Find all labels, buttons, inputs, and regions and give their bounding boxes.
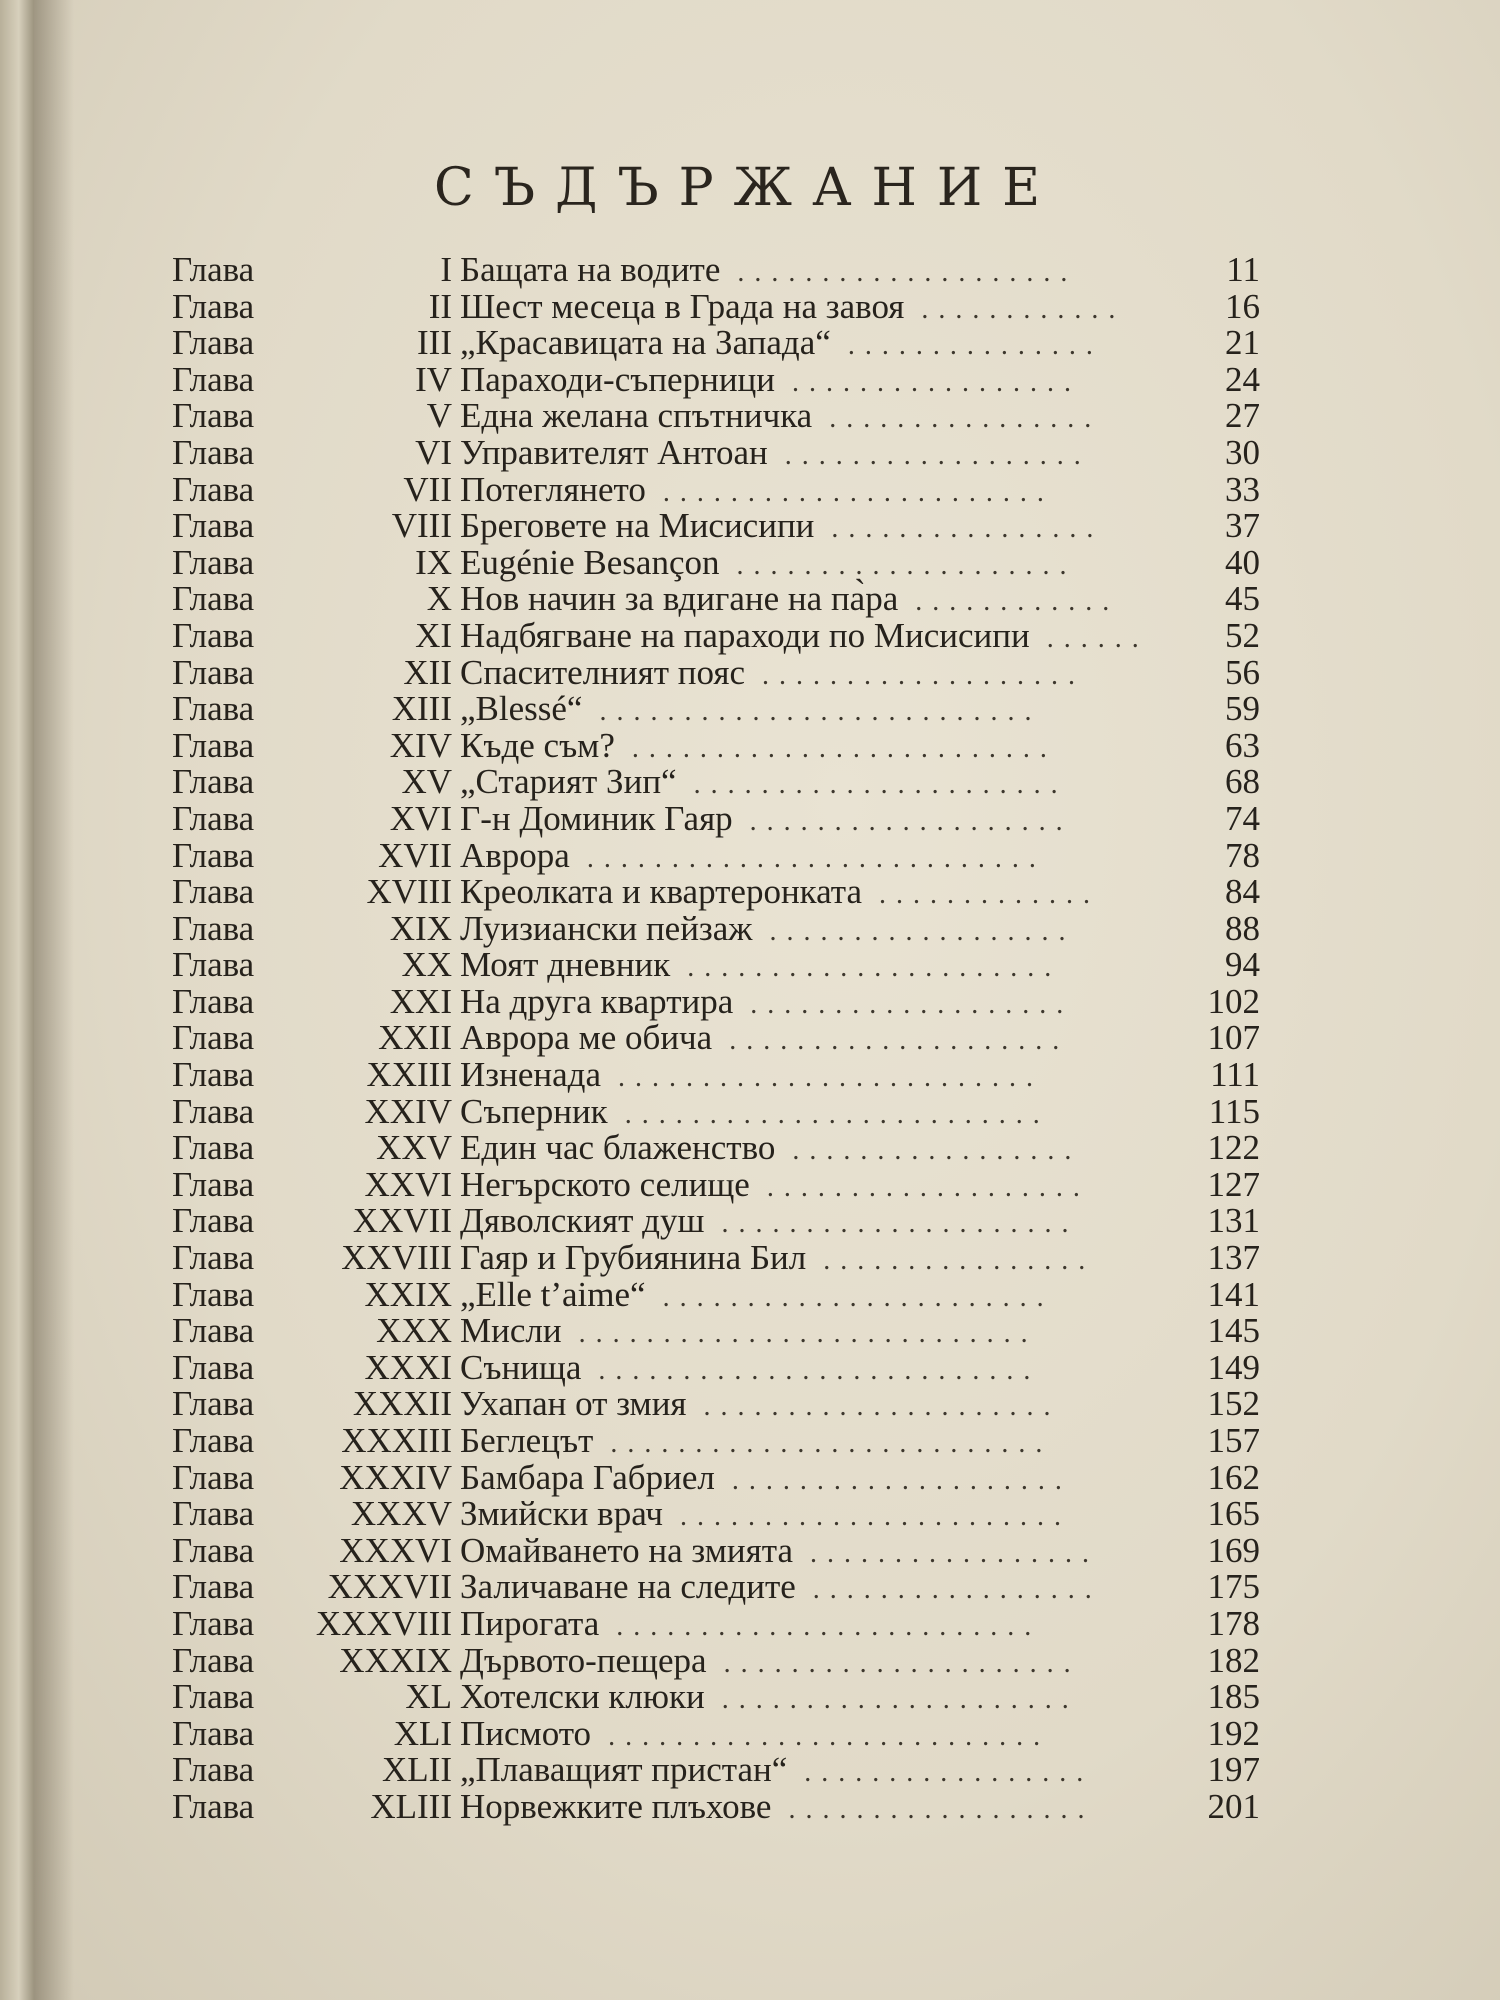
chapter-number: XL — [405, 1677, 452, 1717]
chapter-title-text: Управителят Антоан — [460, 432, 768, 472]
chapter-title-text: Къде съм? — [460, 725, 615, 765]
chapter-title-text: Потеглянето — [460, 469, 646, 509]
chapter-title-text: Съперник — [460, 1091, 608, 1131]
toc-entry — [0, 1603, 1500, 1643]
chapter-label: Глава — [172, 1786, 255, 1826]
leader-dots: .................... — [720, 257, 1078, 288]
chapter-title-text: Една желана спътничка — [460, 396, 813, 436]
chapter-label: Глава — [172, 1713, 255, 1753]
chapter-label: Глава — [172, 1384, 255, 1424]
page-number: 197 — [1207, 1750, 1260, 1790]
chapter-title — [460, 1786, 1095, 1829]
leader-dots: ..................... — [706, 1647, 1081, 1679]
page-number: 30 — [1225, 432, 1260, 472]
toc-entry — [0, 764, 1500, 801]
toc-entry — [0, 1752, 1500, 1789]
leader-dots: ................ — [806, 1245, 1096, 1277]
toc-entry — [0, 1347, 1500, 1387]
toc-entry — [0, 1274, 1500, 1314]
toc-entry — [0, 725, 1500, 765]
page-number: 68 — [1225, 762, 1260, 802]
chapter-title-text: Ухапан от змия — [460, 1384, 687, 1424]
chapter-number: XXII — [378, 1018, 452, 1058]
chapter-label: Глава — [172, 432, 255, 472]
toc-entry — [0, 1313, 1500, 1350]
chapter-label: Глава — [172, 250, 255, 289]
chapter-title-text: Нов начин за вдигане на па̀ра — [460, 579, 899, 619]
page-number: 175 — [1207, 1567, 1260, 1607]
page-number: 169 — [1207, 1530, 1260, 1570]
chapter-label: Глава — [172, 1274, 255, 1314]
chapter-title-text: Змийски врач — [460, 1494, 663, 1534]
page-number: 149 — [1207, 1347, 1260, 1387]
chapter-number: XIX — [389, 908, 452, 948]
leader-dots: ............. — [862, 879, 1101, 911]
page-number: 157 — [1207, 1421, 1260, 1460]
page-number: 74 — [1225, 798, 1260, 838]
chapter-number: XVII — [378, 835, 452, 875]
leader-dots: .................. — [767, 439, 1091, 471]
chapter-number: XLIII — [370, 1786, 452, 1826]
chapter-label: Глава — [172, 286, 255, 326]
page-number: 11 — [1226, 250, 1260, 289]
chapter-number: XXIII — [366, 1055, 452, 1095]
chapter-label: Глава — [172, 945, 255, 985]
chapter-number: XIV — [389, 725, 452, 765]
page-number: 52 — [1225, 615, 1260, 655]
leader-dots: .......................... — [581, 1354, 1041, 1386]
chapter-label: Глава — [172, 359, 255, 399]
chapter-title-text: Дяволският душ — [460, 1201, 705, 1241]
chapter-title-text: Омайването на змията — [460, 1530, 793, 1570]
leader-dots: ...... — [1029, 622, 1149, 654]
chapter-number: XX — [401, 945, 452, 985]
chapter-title-text: Сънища — [460, 1347, 582, 1387]
chapter-title-text: „Плаващият пристан“ — [460, 1750, 788, 1790]
page-number: 21 — [1225, 323, 1260, 363]
toc-entry — [0, 1020, 1500, 1057]
leader-dots: ..................... — [686, 1391, 1061, 1423]
toc-entry — [0, 398, 1500, 435]
chapter-label: Глава — [172, 1603, 255, 1643]
toc-entry — [0, 432, 1500, 472]
page-number: 111 — [1210, 1055, 1260, 1095]
chapter-label: Глава — [172, 1567, 255, 1607]
chapter-title-text: Норвежките плъхове — [460, 1786, 772, 1826]
page-number: 102 — [1207, 981, 1260, 1021]
chapter-label: Глава — [172, 835, 255, 875]
chapter-title-text: Бреговете на Мисисипи — [460, 506, 815, 546]
leader-dots: ........................... — [569, 842, 1046, 874]
chapter-label: Глава — [172, 396, 255, 436]
toc-entry — [0, 469, 1500, 509]
chapter-number: XXI — [389, 981, 452, 1021]
chapter-number: XXXII — [352, 1384, 452, 1424]
toc-entry — [0, 947, 1500, 984]
leader-dots: ................ — [812, 403, 1102, 435]
chapter-title-text: Параходи-съперници — [460, 359, 776, 399]
page-number: 27 — [1225, 396, 1260, 436]
page-number: 84 — [1225, 872, 1260, 912]
chapter-title-text: Мисли — [460, 1311, 562, 1351]
chapter-title-text: Беглецът — [460, 1421, 594, 1460]
chapter-number: XXXVI — [339, 1530, 452, 1570]
chapter-number: IX — [415, 542, 452, 582]
chapter-title-text: Надбягване на параходи по Мисисипи — [460, 615, 1030, 655]
page-number: 45 — [1225, 579, 1260, 619]
chapter-label: Глава — [172, 615, 255, 655]
chapter-label: Глава — [172, 762, 255, 802]
chapter-label: Глава — [172, 1750, 255, 1790]
leader-dots: ......................... — [614, 732, 1057, 764]
chapter-label: Глава — [172, 872, 255, 912]
toc-entry — [0, 1240, 1500, 1277]
chapter-number: XXXVIII — [315, 1603, 452, 1643]
page-number: 182 — [1207, 1640, 1260, 1680]
leader-dots: ....................... — [645, 476, 1054, 508]
chapter-title-text: Моят дневник — [460, 945, 671, 985]
leader-dots: ............... — [830, 330, 1103, 362]
chapter-number: XXXIII — [341, 1421, 452, 1460]
leader-dots: .......................... — [593, 1428, 1053, 1459]
page-number: 33 — [1225, 469, 1260, 509]
chapter-number: X — [426, 579, 452, 619]
chapter-number: I — [440, 250, 452, 289]
toc-entry — [0, 1530, 1500, 1570]
chapter-label: Глава — [172, 1530, 255, 1570]
page-number: 201 — [1207, 1786, 1260, 1826]
chapter-label: Глава — [172, 1201, 255, 1241]
leader-dots: ....................... — [662, 1501, 1071, 1533]
chapter-label: Глава — [172, 1018, 255, 1058]
leader-dots: ................... — [744, 659, 1085, 691]
chapter-title-text: Изненада — [460, 1055, 601, 1095]
leader-dots: ........................... — [561, 1318, 1038, 1350]
chapter-number: XIII — [391, 689, 452, 729]
leader-dots: ..................... — [704, 1684, 1079, 1716]
toc-entry — [0, 1423, 1500, 1460]
toc-entry — [0, 359, 1500, 399]
chapter-number: XXVI — [364, 1164, 452, 1204]
page-number: 16 — [1225, 286, 1260, 326]
leader-dots: ................... — [733, 988, 1074, 1020]
chapter-title-text: Луизиански пейзаж — [460, 908, 753, 948]
leader-dots: .......................... — [591, 1720, 1051, 1752]
toc-entry — [0, 252, 1500, 289]
leader-dots: ......................... — [600, 1062, 1043, 1094]
chapter-title-text: Бащата на водите — [460, 250, 721, 289]
page-number: 94 — [1225, 945, 1260, 985]
toc-entry — [0, 1786, 1500, 1826]
chapter-title-text: „Elle t’aime“ — [460, 1274, 646, 1314]
chapter-number: XLII — [382, 1750, 452, 1790]
toc-entry — [0, 981, 1500, 1021]
chapter-title-text: Заличаване на следите — [460, 1567, 796, 1607]
toc-entry — [0, 1164, 1500, 1204]
chapter-number: XXVII — [352, 1201, 452, 1241]
chapter-number: XVI — [389, 798, 452, 838]
chapter-title-text: Един час блаженство — [460, 1128, 776, 1168]
page-number: 40 — [1225, 542, 1260, 582]
toc-entry — [0, 1203, 1500, 1240]
page-number: 152 — [1207, 1384, 1260, 1424]
chapter-title-text: Дървото-пещера — [460, 1640, 707, 1680]
chapter-title-text: Пирогата — [460, 1603, 600, 1643]
chapter-title-text: Писмото — [460, 1713, 592, 1753]
page-number: 56 — [1225, 652, 1260, 692]
page-number: 127 — [1207, 1164, 1260, 1204]
leader-dots: .................... — [714, 1464, 1072, 1496]
page-number: 141 — [1207, 1274, 1260, 1314]
chapter-title-text: Eugénie Besançon — [460, 542, 720, 582]
page-number: 88 — [1225, 908, 1260, 948]
toc-entry — [0, 1091, 1500, 1131]
leader-dots: ................. — [795, 1574, 1102, 1606]
leader-dots: ....................... — [645, 1281, 1054, 1313]
chapter-number: VII — [403, 469, 452, 509]
page-number: 122 — [1207, 1128, 1260, 1168]
toc-entry — [0, 581, 1500, 618]
page-number: 24 — [1225, 359, 1260, 399]
chapter-number: XII — [403, 652, 452, 692]
chapter-label: Глава — [172, 1457, 255, 1497]
chapter-label: Глава — [172, 798, 255, 838]
leader-dots: .................. — [752, 915, 1076, 947]
toc-entry — [0, 835, 1500, 875]
chapter-title-text: „Старият Зип“ — [460, 762, 677, 802]
chapter-title-text: Креолката и квартеронката — [460, 872, 863, 912]
leader-dots: ................. — [775, 366, 1082, 398]
page-number: 78 — [1225, 835, 1260, 875]
toc-entry — [0, 542, 1500, 582]
chapter-number: XXXIV — [339, 1457, 452, 1497]
chapter-label: Глава — [172, 323, 255, 363]
toc-entry — [0, 1569, 1500, 1606]
chapter-number: XLI — [393, 1713, 452, 1753]
chapter-title-text: Гаяр и Грубиянина Бил — [460, 1238, 807, 1278]
chapter-number: XXIV — [364, 1091, 452, 1131]
toc-entry — [0, 874, 1500, 911]
toc-entry — [0, 1713, 1500, 1753]
leader-dots: ......................... — [599, 1610, 1042, 1642]
toc-entry — [0, 691, 1500, 728]
leader-dots: .......................... — [582, 696, 1042, 728]
chapter-number: III — [417, 323, 452, 363]
leader-dots: ............ — [898, 586, 1120, 618]
page-title: СЪДЪРЖАНИЕ — [434, 158, 1061, 218]
chapter-label: Глава — [172, 652, 255, 692]
chapter-number: XXXV — [350, 1494, 452, 1534]
chapter-number: VI — [415, 432, 452, 472]
leader-dots: ................. — [787, 1757, 1094, 1789]
toc-entry — [0, 798, 1500, 838]
chapter-number: XI — [415, 615, 452, 655]
page-number: 107 — [1207, 1018, 1260, 1058]
chapter-number: IV — [415, 359, 452, 399]
toc-entry — [0, 615, 1500, 655]
toc-entry — [0, 652, 1500, 692]
leader-dots: ................... — [749, 1171, 1090, 1203]
leader-dots: ................... — [732, 805, 1073, 837]
toc-entry — [0, 1679, 1500, 1716]
toc-entry — [0, 1457, 1500, 1497]
toc-entry — [0, 325, 1500, 362]
toc-entry — [0, 1640, 1500, 1680]
chapter-label: Глава — [172, 506, 255, 546]
page-number: 145 — [1207, 1311, 1260, 1351]
page-number: 185 — [1207, 1677, 1260, 1717]
chapter-title-text: Негърското селище — [460, 1164, 750, 1204]
leader-dots: ................. — [775, 1135, 1082, 1167]
page-number: 192 — [1207, 1713, 1260, 1753]
page-number: 37 — [1225, 506, 1260, 546]
chapter-label: Глава — [172, 1347, 255, 1387]
toc-entry — [0, 908, 1500, 948]
chapter-label: Глава — [172, 542, 255, 582]
chapter-title-text: Аврора ме обича — [460, 1018, 713, 1058]
toc-entry — [0, 1057, 1500, 1094]
chapter-title-text: Бамбара Габриел — [460, 1457, 715, 1497]
page-number: 131 — [1207, 1201, 1260, 1241]
chapter-number: XXVIII — [341, 1238, 452, 1278]
toc-entry — [0, 508, 1500, 545]
chapter-title-text: Спасителният пояс — [460, 652, 745, 692]
chapter-label: Глава — [172, 981, 255, 1021]
chapter-label: Глава — [172, 579, 255, 619]
toc-entry — [0, 1496, 1500, 1533]
chapter-label: Глава — [172, 1091, 255, 1131]
chapter-label: Глава — [172, 1164, 255, 1204]
chapter-label: Глава — [172, 1311, 255, 1351]
leader-dots: ................. — [792, 1537, 1099, 1569]
chapter-label: Глава — [172, 725, 255, 765]
chapter-number: VIII — [391, 506, 452, 546]
leader-dots: ................ — [814, 513, 1104, 545]
page-number: 115 — [1208, 1091, 1260, 1131]
leader-dots: .................. — [771, 1793, 1095, 1825]
chapter-title-text: Г-н Доминик Гаяр — [460, 798, 733, 838]
chapter-label: Глава — [172, 1677, 255, 1717]
chapter-title-text: „Красавицата на Запада“ — [460, 323, 831, 363]
toc-entry — [0, 1130, 1500, 1167]
chapter-label: Глава — [172, 1055, 255, 1095]
chapter-label: Глава — [172, 689, 255, 729]
chapter-number: XXXIX — [339, 1640, 452, 1680]
leader-dots: ...................... — [676, 769, 1068, 801]
chapter-number: XVIII — [366, 872, 452, 912]
chapter-label: Глава — [172, 469, 255, 509]
toc-entry — [0, 286, 1500, 326]
page-number: 165 — [1207, 1494, 1260, 1534]
chapter-label: Глава — [172, 1640, 255, 1680]
chapter-title-text: Хотелски клюки — [460, 1677, 705, 1717]
chapter-title-text: На друга квартира — [460, 981, 734, 1021]
chapter-number: XXV — [376, 1128, 452, 1168]
chapter-label: Глава — [172, 1494, 255, 1534]
page-number: 162 — [1207, 1457, 1260, 1497]
page-number: 59 — [1225, 689, 1260, 729]
leader-dots: .................... — [712, 1025, 1070, 1057]
leader-dots: ............ — [904, 293, 1126, 325]
chapter-label: Глава — [172, 908, 255, 948]
table-of-contents — [0, 252, 1500, 1826]
chapter-label: Глава — [172, 1421, 255, 1460]
chapter-title-text: Аврора — [460, 835, 570, 875]
page-number: 178 — [1207, 1603, 1260, 1643]
leader-dots: ..................... — [704, 1208, 1079, 1240]
chapter-label: Глава — [172, 1128, 255, 1168]
page-number: 63 — [1225, 725, 1260, 765]
leader-dots: ......................... — [607, 1098, 1050, 1130]
chapter-number: XV — [401, 762, 452, 802]
chapter-number: XXIX — [364, 1274, 452, 1314]
leader-dots: ...................... — [670, 952, 1062, 984]
chapter-title-text: Шест месеца в Града на завоя — [460, 286, 905, 326]
chapter-number: II — [428, 286, 452, 326]
toc-entry — [0, 1386, 1500, 1423]
chapter-label: Глава — [172, 1238, 255, 1278]
chapter-number: XXXI — [364, 1347, 452, 1387]
chapter-title-text: „Blessé“ — [460, 689, 583, 729]
chapter-number: V — [426, 396, 452, 436]
leader-dots: .................... — [719, 549, 1077, 581]
page-number: 137 — [1207, 1238, 1260, 1278]
chapter-number: XXX — [376, 1311, 452, 1351]
chapter-number: XXXVII — [327, 1567, 452, 1607]
